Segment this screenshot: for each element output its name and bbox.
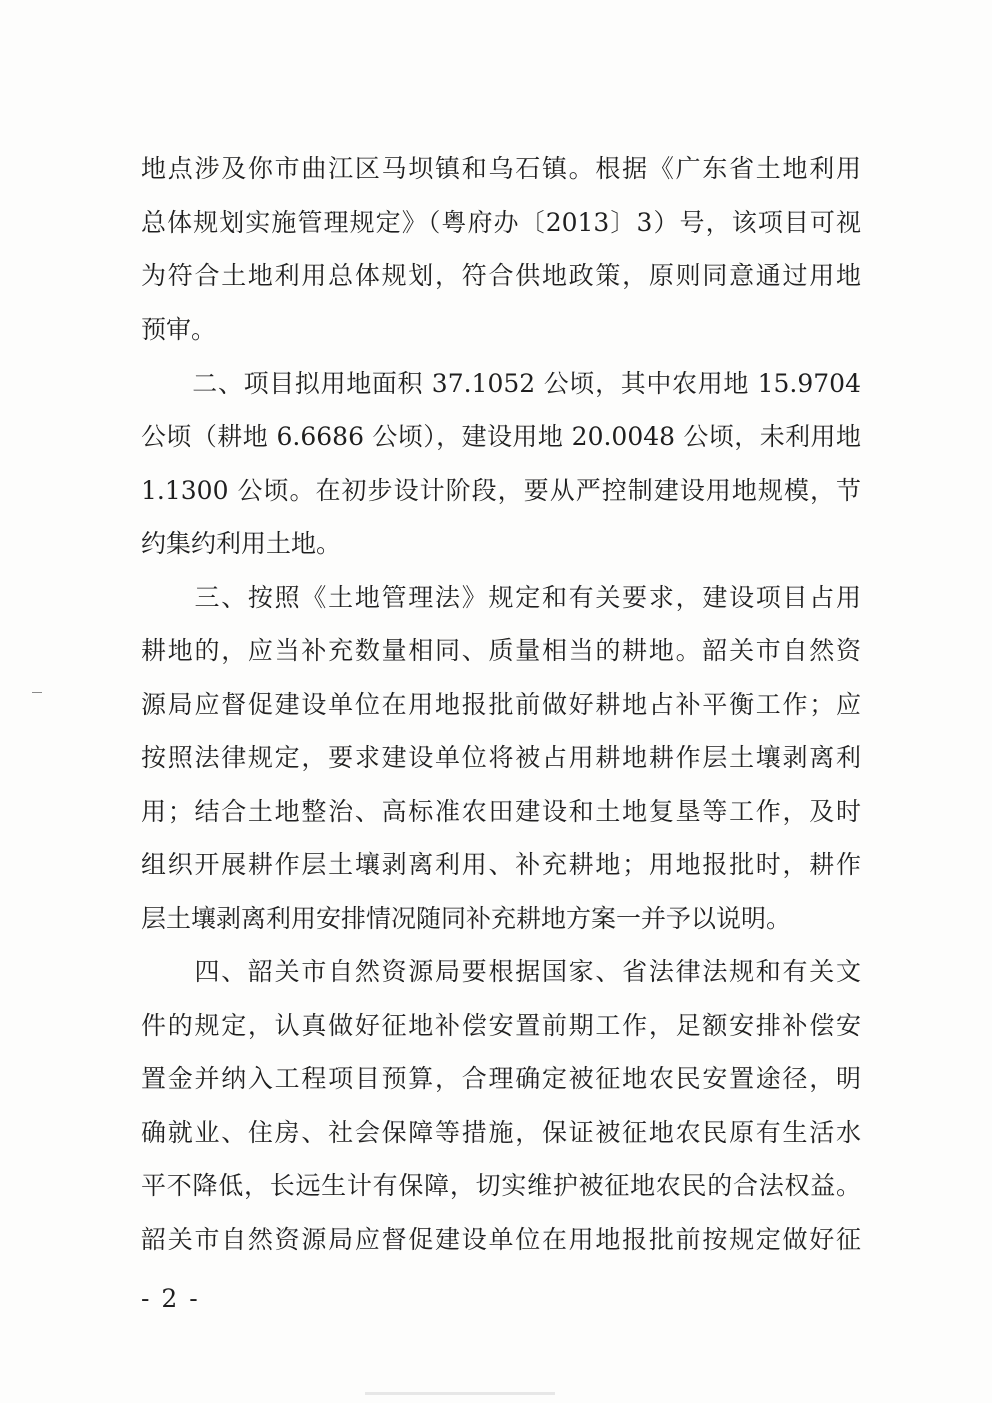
scan-smudge xyxy=(365,1392,555,1395)
text-line: 韶关市自然资源局应督促建设单位在用地报批前按规定做好征 xyxy=(141,1225,861,1254)
text-line: 三、按照《土地管理法》规定和有关要求，建设项目占用 xyxy=(141,583,861,612)
text-line: 源局应督促建设单位在用地报批前做好耕地占补平衡工作；应 xyxy=(141,690,861,719)
text-line: 总体规划实施管理规定》（粤府办〔2013〕3）号，该项目可视 xyxy=(141,208,861,237)
text-line: 地点涉及你市曲江区马坝镇和乌石镇。根据《广东省土地利用 xyxy=(141,154,861,183)
scan-mark xyxy=(32,692,42,693)
text-line: 平不降低，长远生计有保障，切实维护被征地农民的合法权益。 xyxy=(141,1171,861,1200)
text-line: 公顷（耕地 6.6686 公顷），建设用地 20.0048 公顷，未利用地 xyxy=(141,422,861,451)
text-line: 用；结合土地整治、高标准农田建设和土地复垦等工作，及时 xyxy=(141,797,861,826)
text-line: 组织开展耕作层土壤剥离利用、补充耕地；用地报批时，耕作 xyxy=(141,850,861,879)
text-line: 二、项目拟用地面积 37.1052 公顷，其中农用地 15.9704 xyxy=(141,369,861,398)
text-line: 耕地的，应当补充数量相同、质量相当的耕地。韶关市自然资 xyxy=(141,636,861,665)
text-line: 约集约利用土地。 xyxy=(141,529,342,558)
text-line: 按照法律规定，要求建设单位将被占用耕地耕作层土壤剥离利 xyxy=(141,743,861,772)
text-line: 确就业、住房、社会保障等措施，保证被征地农民原有生活水 xyxy=(141,1118,861,1147)
text-line: 为符合土地利用总体规划，符合供地政策，原则同意通过用地 xyxy=(141,261,861,290)
text-line: 预审。 xyxy=(141,315,217,344)
text-line: 四、韶关市自然资源局要根据国家、省法律法规和有关文 xyxy=(141,957,861,986)
text-line: 1.1300 公顷。在初步设计阶段，要从严控制建设用地规模，节 xyxy=(141,476,861,505)
text-line: 件的规定，认真做好征地补偿安置前期工作，足额安排补偿安 xyxy=(141,1011,861,1040)
page-number: - 2 - xyxy=(141,1284,200,1313)
text-line: 置金并纳入工程项目预算，合理确定被征地农民安置途径，明 xyxy=(141,1064,861,1093)
text-line: 层土壤剥离利用安排情况随同补充耕地方案一并予以说明。 xyxy=(141,904,792,933)
